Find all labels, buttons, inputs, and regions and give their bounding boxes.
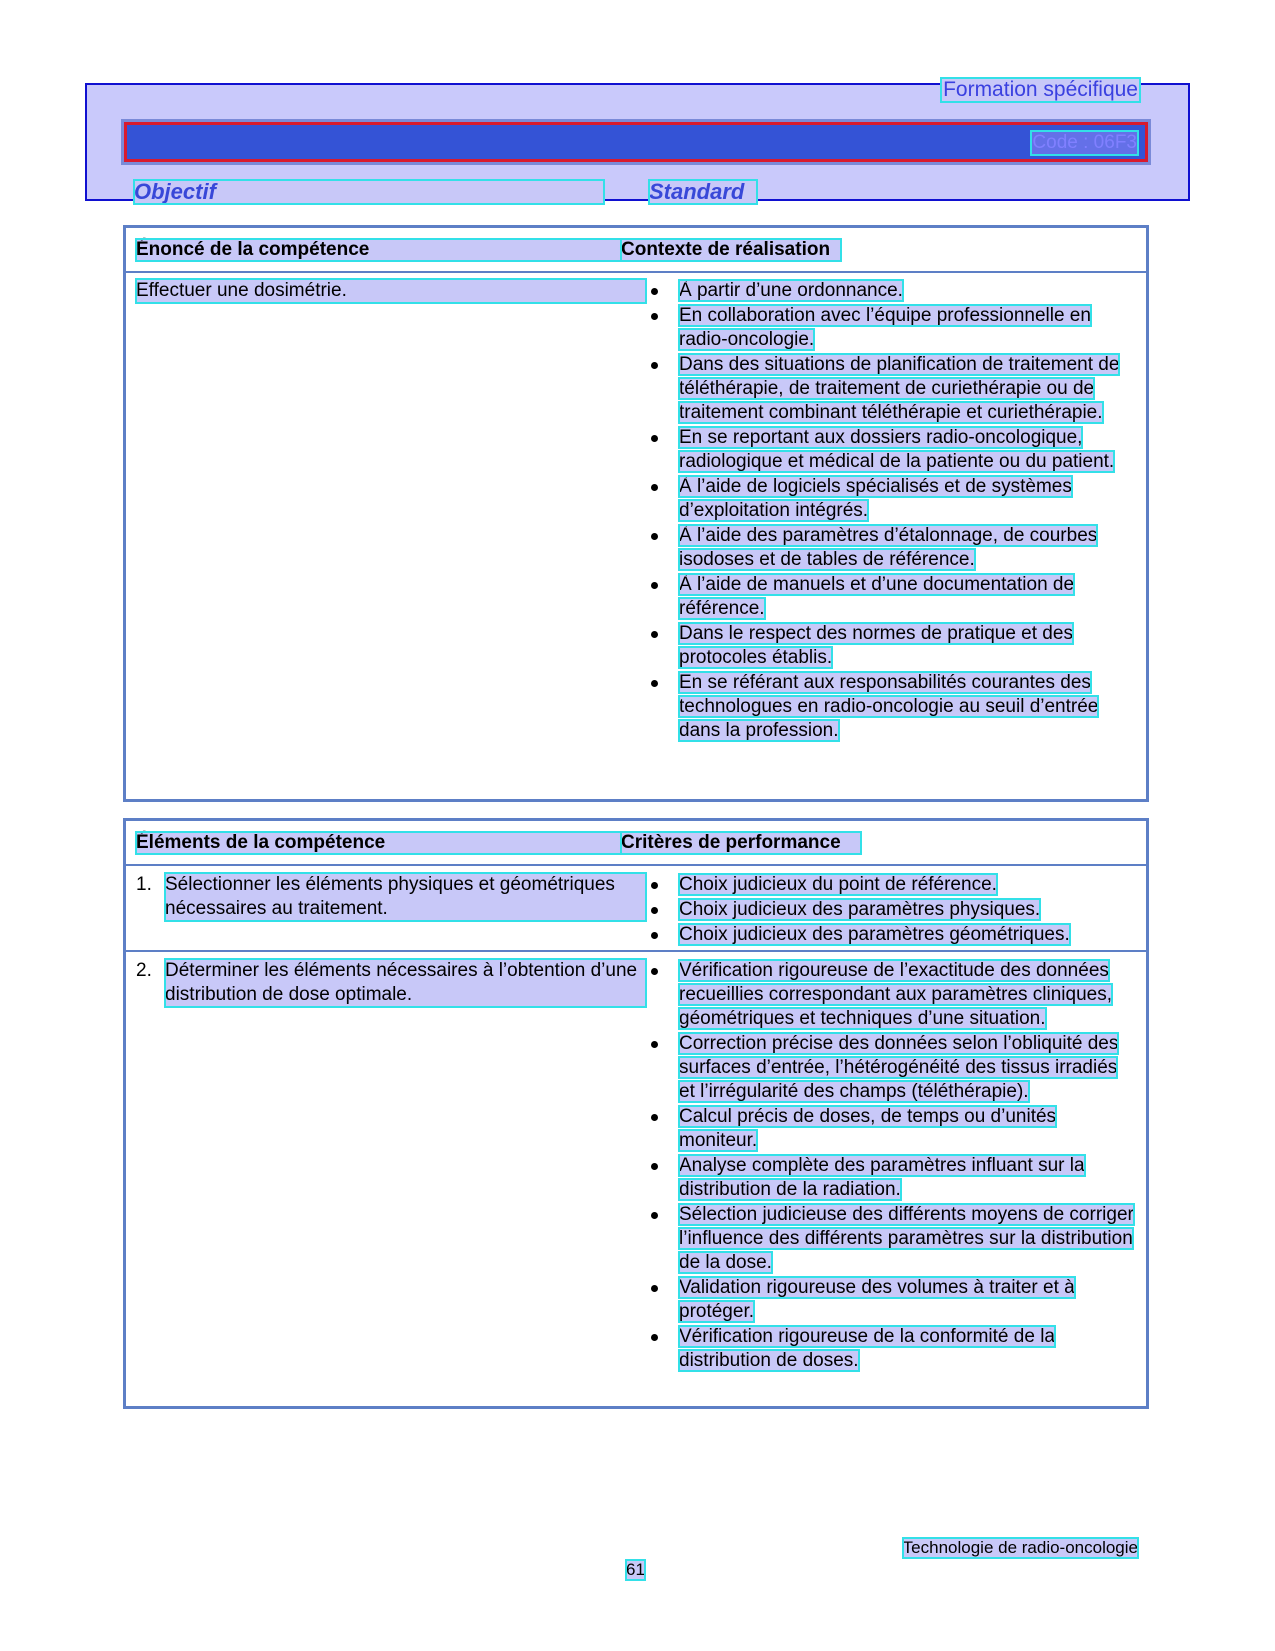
list-item: Analyse complète des paramètres influant sur la distribution de la radiation. (648, 1154, 1138, 1202)
bullet-icon (651, 907, 658, 914)
list-item: Correction précise des données selon l’obliquité des surfaces d’entrée, l’hétérogénéité des tissus irradiés et l’irrégularité des champs (téléthérapie). (648, 1032, 1138, 1104)
list-item: Dans le respect des normes de pratique et des protocoles établis. (648, 622, 1138, 670)
list-item: Vérification rigoureuse de l’exactitude des données recueillies correspondant aux paramètres cliniques, géométriques et techniques d’une situation. (648, 959, 1138, 1031)
competence-heading: Énoncé de la compétence (136, 239, 631, 261)
list-item: En se reportant aux dossiers radio-oncologique, radiologique et médical de la patiente ou du patient. (648, 426, 1138, 474)
list-item: À l’aide de manuels et d’une documentation de référence. (648, 573, 1138, 621)
header-divider (126, 864, 1146, 866)
list-item: Choix judicieux des paramètres géométriques. (648, 923, 1138, 947)
bullet-icon (651, 435, 658, 442)
program-type: Formation spécifique (943, 78, 1138, 101)
elements-heading: Éléments de la compétence (136, 832, 631, 854)
list-item: Validation rigoureuse des volumes à traiter et à protéger. (648, 1276, 1138, 1324)
bullet-icon (651, 932, 658, 939)
element-number: 1. (136, 874, 152, 895)
context-heading: Contexte de réalisation (621, 239, 841, 261)
standard-label: Standard (649, 180, 757, 204)
bullet-icon (651, 582, 658, 589)
criteria-heading: Critères de performance (621, 832, 861, 854)
list-item: Choix judicieux du point de référence. (648, 873, 1138, 897)
bullet-icon (651, 1114, 658, 1121)
bullet-icon (651, 1163, 658, 1170)
bullet-icon (651, 968, 658, 975)
element-text: Déterminer les éléments nécessaires à l’obtention d’une distribution de dose optimale. (165, 959, 646, 1007)
bullet-icon (651, 1212, 658, 1219)
bullet-icon (651, 313, 658, 320)
bullet-icon (651, 631, 658, 638)
competency-code: Code : 06F3 (1032, 132, 1137, 153)
competence-table (123, 225, 1149, 802)
element-row-2 (136, 959, 646, 1007)
footer-program-title: Technologie de radio-oncologie (902, 1538, 1138, 1557)
list-item: Dans des situations de planification de traitement de téléthérapie, de traitement de curiethérapie ou de traitement combinant téléthérapie et curiethérapie. (648, 353, 1138, 425)
bullet-icon (651, 1285, 658, 1292)
bullet-icon (651, 1041, 658, 1048)
element-text: Sélectionner les éléments physiques et géométriques nécessaires au traitement. (165, 873, 646, 921)
criteria-list-1 (648, 873, 1138, 948)
bullet-icon (651, 533, 658, 540)
header-divider (126, 271, 1146, 273)
list-item: En se référant aux responsabilités courantes des technologues en radio-oncologie au seuil d’entrée dans la profession. (648, 671, 1138, 743)
list-item: En collaboration avec l’équipe professionnelle en radio-oncologie. (648, 304, 1138, 352)
list-item: Calcul précis de doses, de temps ou d’unités moniteur. (648, 1105, 1138, 1153)
list-item: À l’aide de logiciels spécialisés et de systèmes d’exploitation intégrés. (648, 475, 1138, 523)
elements-table (123, 818, 1149, 1409)
row-divider (126, 950, 1146, 952)
bullet-icon (651, 1334, 658, 1341)
code-bar (124, 122, 1148, 162)
competence-statement: Effectuer une dosimétrie. (136, 279, 646, 303)
list-item: Sélection judicieuse des différents moyens de corriger l’influence des différents paramètres sur la distribution de la dose. (648, 1203, 1138, 1275)
bullet-icon (651, 680, 658, 687)
list-item: Vérification rigoureuse de la conformité de la distribution de doses. (648, 1325, 1138, 1373)
bullet-icon (651, 484, 658, 491)
bullet-icon (651, 362, 658, 369)
list-item: Choix judicieux des paramètres physiques. (648, 898, 1138, 922)
bullet-icon (651, 288, 658, 295)
criteria-list-2 (648, 959, 1138, 1374)
page-number: 61 (626, 1560, 645, 1579)
bullet-icon (651, 882, 658, 889)
objectif-label: Objectif (134, 180, 604, 204)
list-item: À l’aide des paramètres d’étalonnage, de courbes isodoses et de tables de référence. (648, 524, 1138, 572)
element-number: 2. (136, 960, 152, 981)
element-row-1 (136, 873, 646, 921)
list-item: À partir d’une ordonnance. (648, 279, 1138, 303)
header-band (85, 78, 1190, 204)
context-list (648, 279, 1138, 744)
